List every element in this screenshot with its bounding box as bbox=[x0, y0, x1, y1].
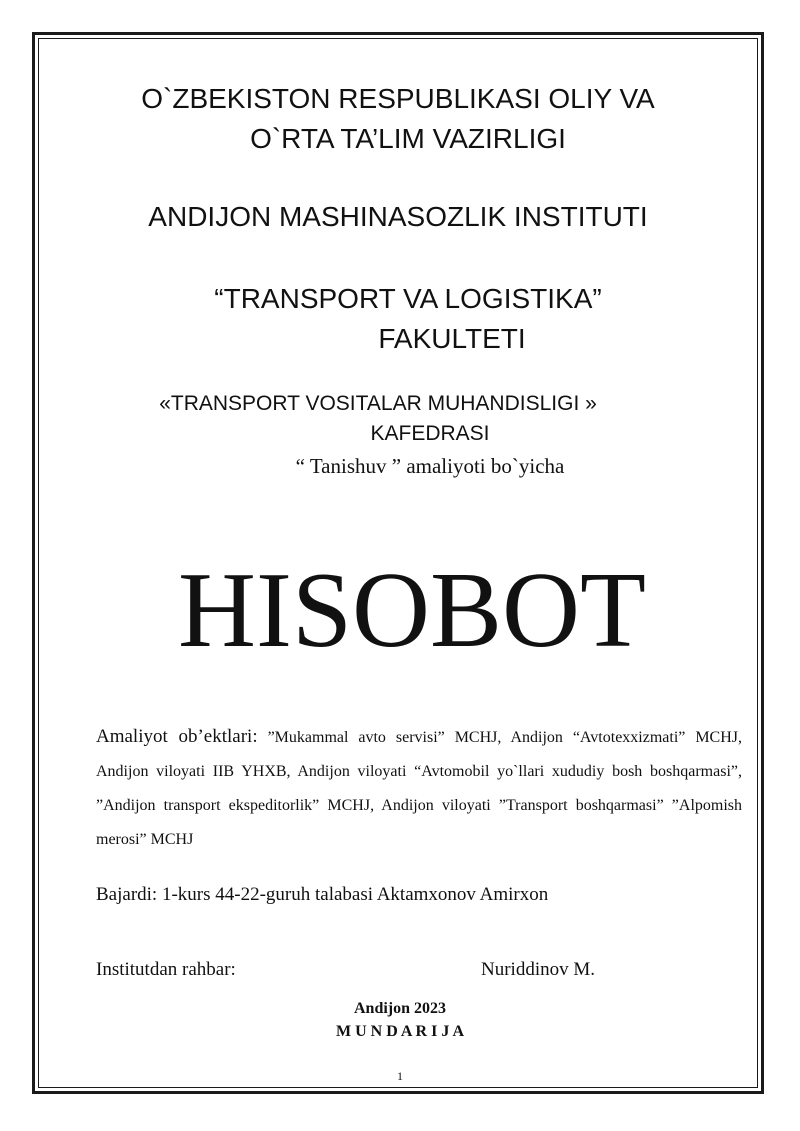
city-year: Andijon 2023 bbox=[353, 1000, 447, 1017]
practice-subtitle: “ Tanishuv ” amaliyoti bo`yicha bbox=[295, 454, 565, 478]
supervisor-name: Nuriddinov M. bbox=[481, 959, 595, 980]
faculty-line-1: “TRANSPORT VA LOGISTIKA” bbox=[214, 283, 602, 314]
department-line-1: «TRANSPORT VOSITALAR MUHANDISLIGI » bbox=[159, 392, 597, 415]
faculty-line-2: FAKULTETI bbox=[378, 323, 526, 354]
practice-objects-label: Amaliyot ob’ektlari: bbox=[96, 726, 258, 747]
department-line-2: KAFEDRASI bbox=[370, 422, 490, 445]
document-title: HISOBOT bbox=[177, 551, 647, 670]
ministry-line-2: O`RTA TA’LIM VAZIRLIGI bbox=[250, 123, 566, 154]
ministry-line-1: O`ZBEKISTON RESPUBLIKASI OLIY VA bbox=[141, 83, 655, 114]
practice-objects bbox=[96, 720, 742, 857]
institute-name: ANDIJON MASHINASOZLIK INSTITUTI bbox=[148, 201, 648, 232]
page-number: 1 bbox=[397, 1069, 403, 1083]
supervisor-label: Institutdan rahbar: bbox=[96, 959, 236, 980]
contents-heading: M U N D A R I J A bbox=[335, 1023, 464, 1040]
practice-objects-text: ”Mukammal avto servisi” MCHJ, Andijon “Avtotexxizmati” MCHJ, Andijon viloyati IIB YHXB, Andijon viloyati “Avtomobil yo`llari xududiy bosh boshqarmasi”, ”Andijon transport ekspeditorlik” MCHJ, Andijon viloyati ”Transport boshqarmasi” ”Alpomish merosi” MCHJ bbox=[96, 729, 743, 848]
performer-line: Bajardi: 1-kurs 44-22-guruh talabasi Aktamxonov Amirxon bbox=[96, 884, 549, 905]
